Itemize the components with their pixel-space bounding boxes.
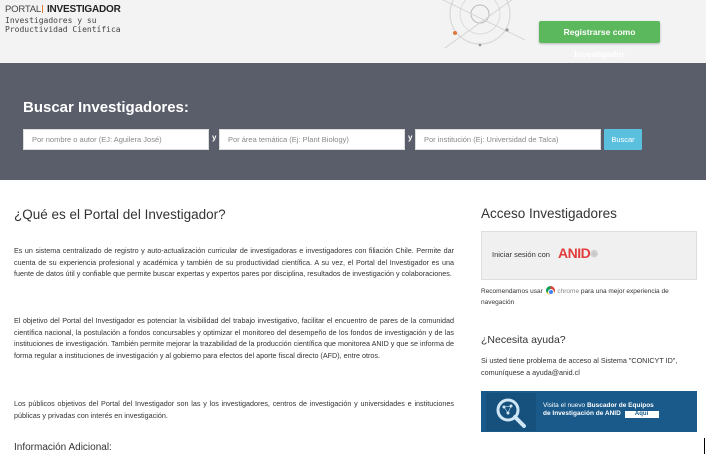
logo-subtitle-line-1: Investigadores y su <box>5 16 97 25</box>
help-message: Si usted tiene problema de acceso al Sistema "CONICYT ID", comuníquese a <box>481 356 678 377</box>
page-title: ¿Qué es el Portal del Investigador? <box>14 207 226 222</box>
institution-search-input[interactable]: Por institución (Ej: Universidad de Talca) <box>415 129 601 150</box>
register-as-researcher-button[interactable]: Registrarse como Investigador <box>539 21 660 43</box>
team-search-banner[interactable] <box>481 391 697 432</box>
chrome-icon <box>546 286 555 295</box>
search-button[interactable]: Buscar <box>604 129 642 150</box>
logo-subtitle-line-2: Productividad Científica <box>5 25 121 34</box>
recommend-suffix: para una mejor experiencia de navegación <box>481 288 669 306</box>
logo-subtitle <box>5 16 121 34</box>
text-cursor <box>704 438 705 454</box>
logo-portal-word: PORTAL <box>5 4 41 15</box>
anid-logo-mark: ◉ <box>590 248 598 258</box>
logo-separator <box>42 5 46 13</box>
header-decoration-graphic <box>425 0 535 63</box>
help-text <box>481 355 701 379</box>
banner-bold-1: Buscador de Equipos <box>586 402 654 409</box>
author-search-input[interactable]: Por nombre o autor (EJ: Aguilera José) <box>23 129 209 150</box>
intro-paragraph: Es un sistema centralizado de registro y auto-actualización curricular de investigadoras e investigadores con filiación Chile. Permite dar cuenta de su experiencia profesional y académica y también de su productividad científica. A su vez, el Portal del Investigador es una fuente de datos útil y confiable que permite buscar expertas y expertos pares por disciplina, resultados de investigación y colaboraciones. <box>14 246 454 278</box>
banner-prefix: Visita el nuevo <box>543 402 586 409</box>
portal-logo[interactable] <box>5 5 121 34</box>
banner-text <box>543 402 659 418</box>
help-title: ¿Necesita ayuda? <box>481 334 566 346</box>
help-email-link[interactable]: ayuda@anid.cl <box>532 368 580 377</box>
search-connector-2: y <box>408 133 413 142</box>
audience-paragraph: Los públicos objetivos del Portal del Investigador son las y los investigadores, centros de investigación y universidades e instituciones públicas y privadas con interés en investigación. <box>14 399 454 420</box>
objective-paragraph: El objetivo del Portal del Investigador es potenciar la visibilidad del trabajo investigativo, facilitar el encuentro de pares de la comunidad científica nacional, la postulación a fondos concursables y optimizar el monitoreo del desempeño de los fondos de investigación y de las instituciones de investigación. También permite mejorar la trazabilidad de la producción científica que monitorea ANID y que se informa de forma regular a instituciones de investigación y al gobierno para efectos del aporte fiscal directo (AFD), entre otros. <box>14 316 454 360</box>
anid-logo[interactable] <box>558 245 598 261</box>
banner-here-button[interactable]: Aquí <box>625 411 659 418</box>
magnifier-network-icon <box>486 393 536 431</box>
recommend-prefix: Recomendamos usar <box>481 288 543 295</box>
logo-brand-word: INVESTIGADOR <box>46 4 121 15</box>
researcher-access-title: Acceso Investigadores <box>481 206 617 221</box>
search-connector-1: y <box>212 133 217 142</box>
logo-title <box>5 5 121 15</box>
search-title: Buscar Investigadores: <box>23 99 189 116</box>
banner-bold-2: de Investigación de ANID <box>543 410 621 417</box>
site-header <box>0 0 706 63</box>
anid-logo-text: ANID <box>558 245 591 261</box>
browser-recommendation <box>481 286 696 308</box>
anid-login-box[interactable] <box>481 231 697 280</box>
login-label: Iniciar sesión con <box>492 250 550 259</box>
area-search-input[interactable]: Por área temática (Ej: Plant Biology) <box>219 129 405 150</box>
search-section <box>0 63 706 180</box>
additional-info-heading: Información Adicional: <box>14 442 112 453</box>
chrome-label: chrome <box>557 288 580 295</box>
